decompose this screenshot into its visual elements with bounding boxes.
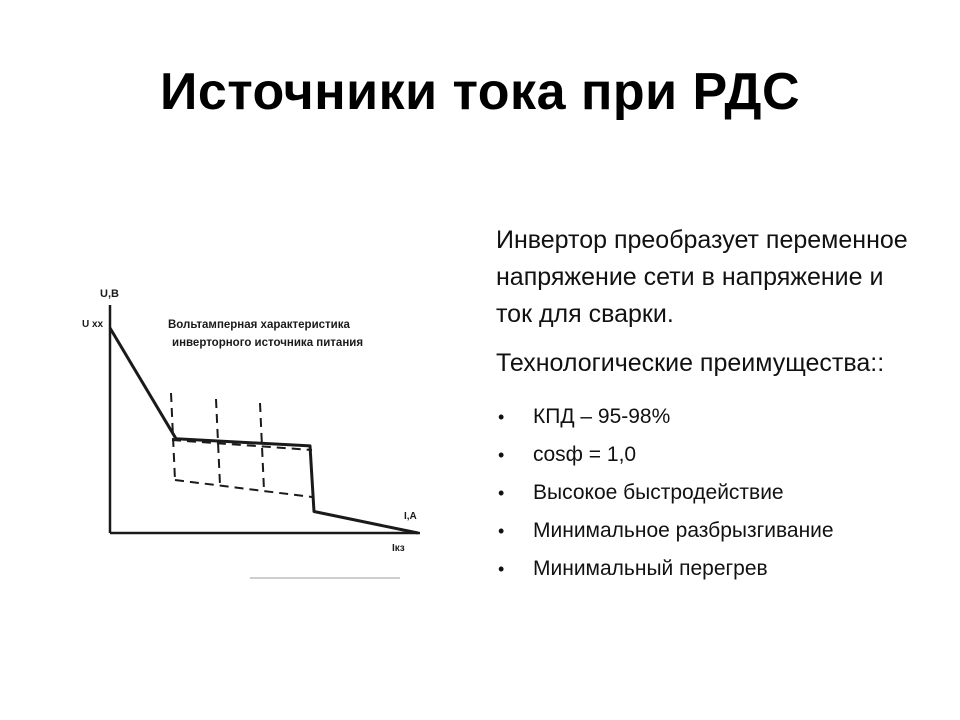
diagram-caption-line1: Вольтамперная характеристика [168, 319, 350, 331]
bullet-icon: • [498, 407, 505, 427]
list-item: • Минимальное разбрызгивание [496, 512, 916, 550]
description-text [496, 222, 916, 588]
list-item: • Высокое быстродействие [496, 474, 916, 512]
u-xx-label: U хх [82, 319, 104, 330]
diagram-svg [80, 275, 440, 585]
list-item: • КПД – 95-98% [496, 398, 916, 436]
volt-ampere-diagram [80, 275, 440, 585]
i-kz-label: Iкз [392, 543, 405, 554]
characteristic-curve [110, 328, 418, 533]
paragraph-advantages: Технологические преимущества:: [496, 349, 885, 377]
paragraph-inverter: Инвертор преобразует переменное напряжение сети в напряжение и ток для сварки. [496, 226, 908, 328]
list-item: • Минимальный перегрев [496, 550, 916, 588]
bullet-icon: • [498, 521, 505, 541]
y-axis-label: U,B [100, 288, 119, 300]
advantages-list [496, 398, 916, 588]
x-axis-label: I,A [404, 511, 417, 522]
bullet-icon: • [498, 559, 505, 579]
diagram-caption-line2: инверторного источника питания [172, 337, 364, 349]
bullet-icon: • [498, 445, 505, 465]
bullet-icon: • [498, 483, 505, 503]
grid-horizontal-bottom [175, 480, 312, 497]
list-item: • cosф = 1,0 [496, 436, 916, 474]
slide-title: Источники тока при РДС [159, 63, 801, 121]
